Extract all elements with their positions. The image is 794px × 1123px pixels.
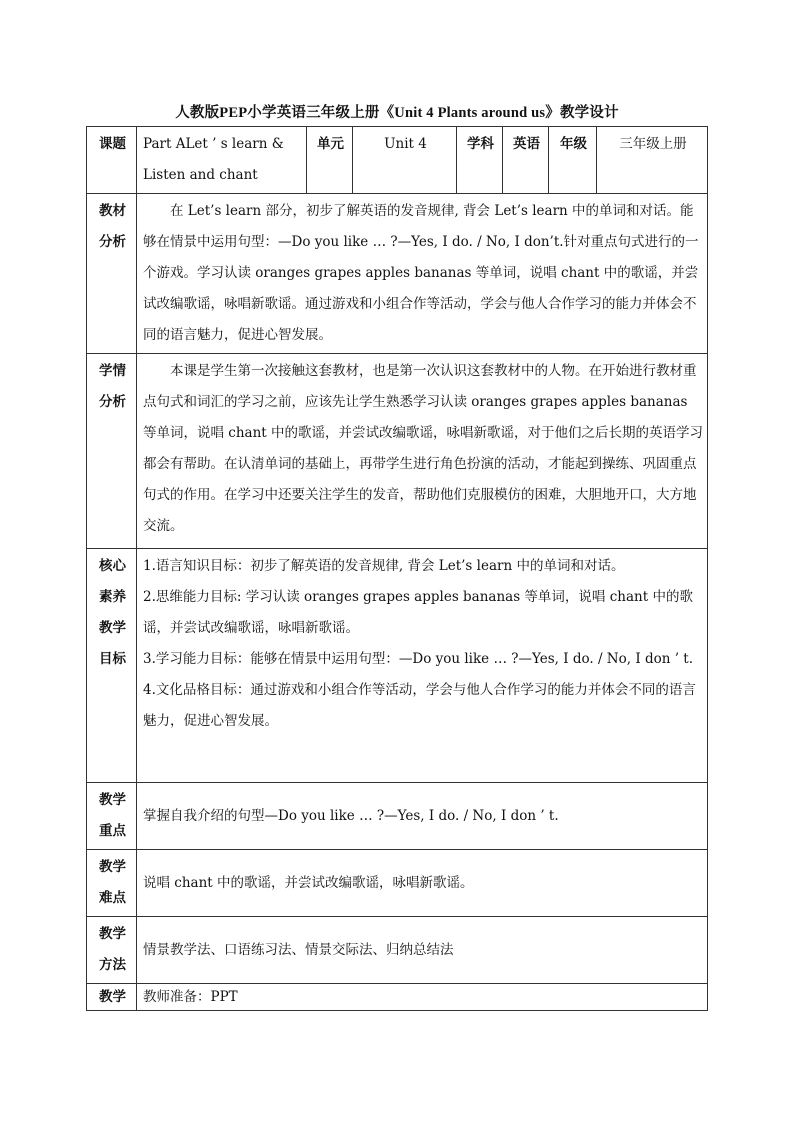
topic-line-1: Part ALet ’ s learn & <box>143 136 284 152</box>
prep-text: 教师准备：PPT <box>143 989 238 1005</box>
students-row <box>87 354 708 549</box>
difficulties-label: 教学 难点 <box>87 850 137 917</box>
unit-label: 单元 <box>307 127 353 194</box>
grade-value: 三年级上册 <box>597 127 708 194</box>
document-title: 人教版PEP小学英语三年级上册《Unit 4 Plants around us》教学设计 <box>175 105 619 121</box>
header-row <box>87 127 708 194</box>
goal-item-2: 2.思维能力目标: 学习认读 oranges grapes apples bananas 等单词，说唱 chant 中的歌谣，并尝试改编歌谣，咏唱新歌谣。 <box>143 589 693 636</box>
goal-item-4: 4.文化品格目标：通过游戏和小组合作等活动，学会与他人合作学习的能力并体会不同的语言魅力，促进心智发展。 <box>143 682 696 729</box>
students-content <box>137 354 708 549</box>
methods-label: 教学 方法 <box>87 917 137 984</box>
students-label: 学情 分析 <box>87 354 137 549</box>
key-points-content <box>137 783 708 850</box>
topic-value <box>137 127 307 194</box>
key-points-text: 掌握自我介绍的句型—Do you like … ?—Yes, I do. / No, I don ’ t. <box>143 807 559 824</box>
prep-row <box>87 984 708 1011</box>
material-text: 在 Let’s learn 部分，初步了解英语的发音规律, 背会 Let’s learn 中的单词和对话。能够在情景中运用句型：—Do you like … ?—Yes, I do. / No, I don’t.针对重点句式进行的一个游戏。学习认读 oranges grapes apples bananas 等单词，说唱 chant 中的歌谣，并尝试改编歌谣，咏唱新歌谣。通过游戏和小组合作等活动，学会与他人合作学习的能力并体会不同的语言魅力，促进心智发展。 <box>143 203 699 343</box>
difficulties-content <box>137 850 708 917</box>
goals-content <box>137 549 708 783</box>
material-row <box>87 194 708 354</box>
methods-content <box>137 917 708 984</box>
subject-label: 学科 <box>457 127 503 194</box>
topic-label: 课题 <box>87 127 137 194</box>
prep-content <box>137 984 708 1011</box>
key-points-label: 教学 重点 <box>87 783 137 850</box>
lesson-plan-table <box>86 126 708 1011</box>
key-points-row <box>87 783 708 850</box>
methods-text: 情景教学法、口语练习法、情景交际法、归纳总结法 <box>143 941 454 958</box>
topic-line-2: Listen and chant <box>143 167 258 183</box>
prep-label: 教学 <box>87 984 137 1011</box>
difficulties-text: 说唱 chant 中的歌谣，并尝试改编歌谣，咏唱新歌谣。 <box>143 874 474 891</box>
methods-row <box>87 917 708 984</box>
difficulties-row <box>87 850 708 917</box>
goal-item-1: 1.语言知识目标：初步了解英语的发音规律, 背会 Let’s learn 中的单词和对话。 <box>143 558 625 574</box>
material-content <box>137 194 708 354</box>
material-label: 教材 分析 <box>87 194 137 354</box>
subject-value: 英语 <box>503 127 549 194</box>
goal-item-3: 3.学习能力目标：能够在情景中运用句型：—Do you like … ?—Yes, I do. / No, I don ’ t. <box>143 651 694 667</box>
unit-value: Unit 4 <box>353 127 457 194</box>
grade-label: 年级 <box>549 127 597 194</box>
goals-row <box>87 549 708 783</box>
students-text: 本课是学生第一次接触这套教材，也是第一次认识这套教材中的人物。在开始进行教材重点句式和词汇的学习之前，应该先让学生熟悉学习认读 oranges grapes apples bananas 等单词，说唱 chant 中的歌谣，并尝试改编歌谣，咏唱新歌谣，对于他们之后长期的英语学习都会有帮助。在认清单词的基础上，再带学生进行角色扮演的活动，才能起到操练、巩固重点句式的作用。在学习中还要关注学生的发音，帮助他们克服模仿的困难，大胆地开口，大方地交流。 <box>143 363 704 534</box>
goals-label: 核心 素养 教学 目标 <box>87 549 137 783</box>
